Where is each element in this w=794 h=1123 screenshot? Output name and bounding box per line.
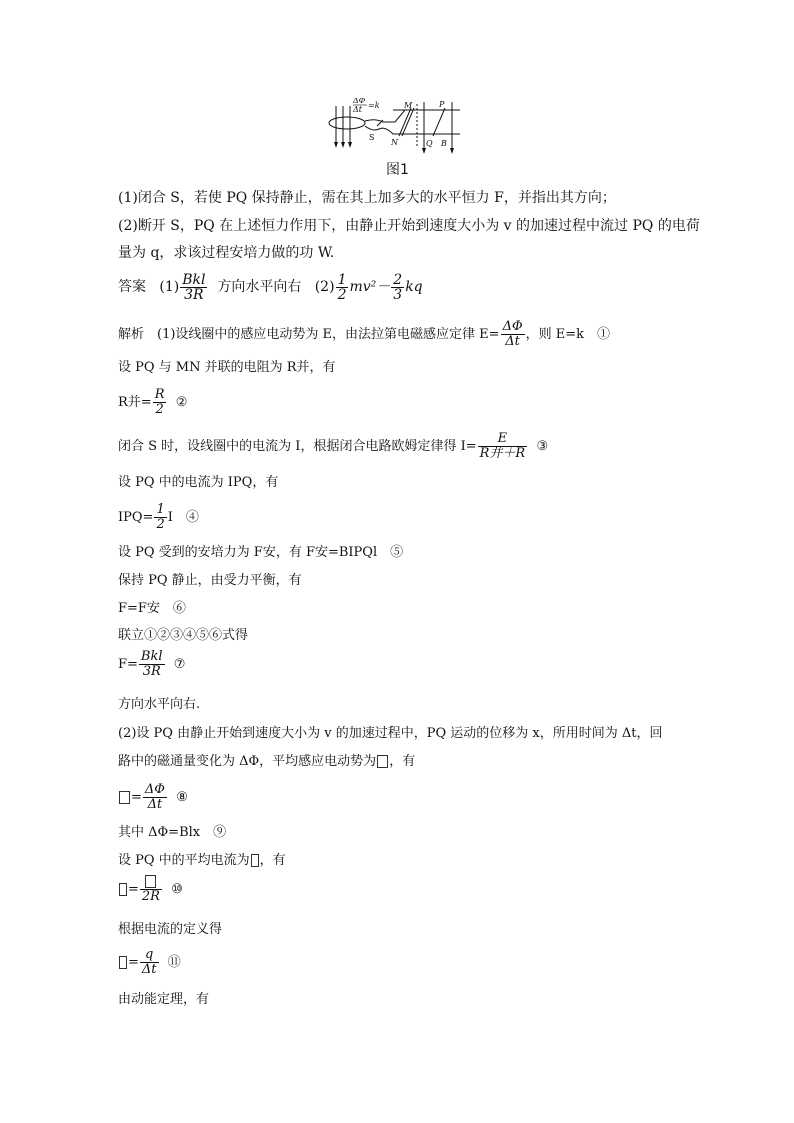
b-label: B bbox=[441, 139, 447, 148]
solution-line-10: 联立①②③④⑤⑥式得 bbox=[118, 628, 249, 643]
solution-line-15: = $\frac{\Delta\Phi}{\Delta t}$ ⑧ bbox=[118, 783, 188, 813]
solution-line-11: F= $\frac{\text{Bkl}}{3R}$ ⑦ bbox=[118, 649, 186, 679]
answer-line bbox=[118, 272, 423, 302]
solution-line-12: 方向水平向右. bbox=[118, 697, 201, 712]
question-2-line2: 量为 q，求该过程安培力做的功 W. bbox=[118, 245, 335, 261]
circuit-figure bbox=[325, 98, 460, 156]
solution-line-7: 设 PQ 受到的安培力为 F安，有 F安=BIPQl ⑤ bbox=[118, 545, 404, 560]
avg-current-symbol bbox=[251, 854, 259, 867]
q-label: Q bbox=[426, 139, 433, 148]
n-label: N bbox=[391, 138, 398, 147]
solution-line-9: F=F安 ⑥ bbox=[118, 601, 186, 616]
dt-label: Δt bbox=[353, 105, 362, 114]
solution-line-19: 根据电流的定义得 bbox=[118, 922, 223, 937]
solution-line-3: R并= $\frac{R}{2}$ ② bbox=[118, 387, 188, 417]
answer-fraction-1: $\frac{\text{Bkl}}{3R}$ bbox=[182, 271, 206, 303]
solution-line-4: 闭合 S 时，设线圈中的电流为 I，根据闭合电路欧姆定律得 I= $\frac{E}{\text{R并＋R}}$ ③ bbox=[118, 431, 549, 461]
solution-line-8: 保持 PQ 静止，由受力平衡，有 bbox=[118, 573, 302, 588]
figure-caption: 图1 bbox=[386, 162, 409, 178]
answer-direction: 方向水平向右 bbox=[217, 279, 302, 295]
solution-line-17: 设 PQ 中的平均电流为 ，有 bbox=[118, 853, 286, 868]
question-2-line1: (2)断开 S，PQ 在上述恒力作用下，由静止开始到速度大小为 v 的加速过程中流过 PQ 的电荷 bbox=[118, 218, 700, 234]
solution-line-14: 路中的磁通量变化为 ΔΦ，平均感应电动势为 ，有 bbox=[118, 754, 416, 769]
k-label: =k bbox=[368, 101, 380, 110]
solution-line-20: = $\frac{q}{\Delta t}$ ⑪ bbox=[118, 948, 181, 978]
switch-label: S bbox=[369, 133, 375, 142]
solution-line-16: 其中 ΔΦ=Blx ⑨ bbox=[118, 825, 227, 840]
answer-part1: (1) bbox=[159, 279, 180, 295]
avg-emf-symbol bbox=[119, 791, 130, 804]
p-label: P bbox=[439, 100, 445, 109]
answer-part2: (2) bbox=[314, 279, 335, 295]
question-1: (1)闭合 S，若使 PQ 保持静止，需在其上加多大的水平恒力 F，并指出其方向； bbox=[118, 190, 616, 206]
solution-line-21: 由动能定理，有 bbox=[118, 992, 210, 1007]
answer-half: $\frac{1}{2}$ bbox=[337, 271, 347, 303]
avg-current-symbol bbox=[119, 883, 127, 896]
solution-line-5: 设 PQ 中的电流为 IPQ，有 bbox=[118, 475, 279, 490]
answer-kq: kq bbox=[405, 279, 423, 295]
solution-line-18: = 2R ⑩ bbox=[118, 875, 183, 905]
avg-current-symbol bbox=[119, 956, 127, 969]
solution-line-13: (2)设 PQ 由静止开始到速度大小为 v 的加速过程中，PQ 运动的位移为 x，所用时间为 Δt，回 bbox=[118, 726, 663, 741]
answer-label: 答案 bbox=[118, 279, 146, 295]
circuit-diagram bbox=[325, 98, 460, 156]
flux-label: ΔΦ bbox=[353, 98, 366, 105]
solution-line-1: 解析 (1)设线圈中的感应电动势为 E，由法拉第电磁感应定律 E= $\frac{\Delta\Phi}{\Delta t}$ ，则 E=k ① bbox=[118, 319, 611, 349]
avg-emf-symbol bbox=[377, 755, 388, 768]
solution-line-6: IPQ= $\frac{1}{2}$ I ④ bbox=[118, 502, 199, 532]
solution-line-2: 设 PQ 与 MN 并联的电阻为 R并，有 bbox=[118, 360, 336, 375]
answer-two-thirds: $\frac{2}{3}$ bbox=[393, 271, 403, 303]
m-label: M bbox=[404, 101, 413, 110]
answer-mv2: mv²－ bbox=[349, 279, 391, 295]
